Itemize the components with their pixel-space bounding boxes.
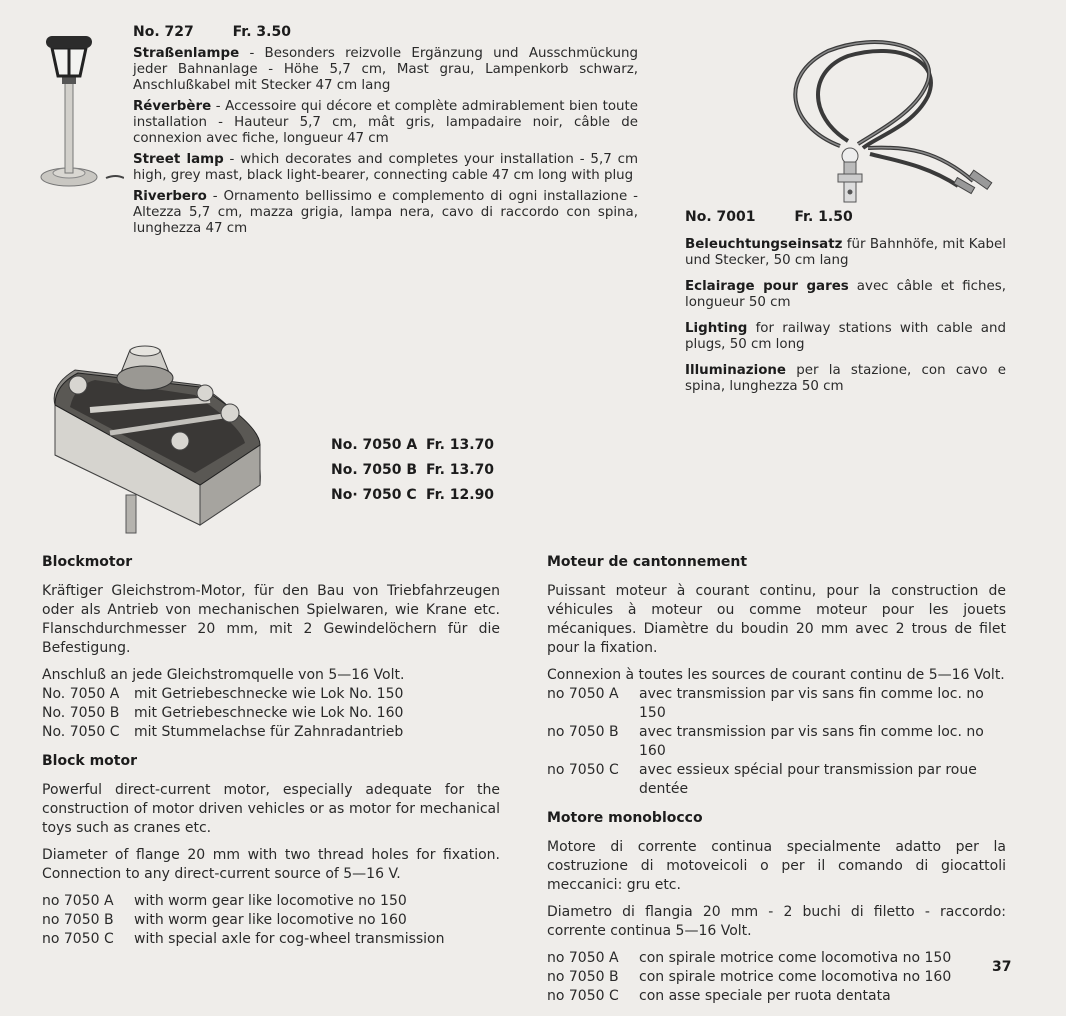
product-price: Fr. 3.50 bbox=[232, 24, 291, 40]
paragraph: Puissant moteur à courant continu, pour la construction de véhicules à moteur ou comme moteur pour les jouets mécaniques. Diamètre du boudin 20 mm avec 2 trous de filet pour la fixation. bbox=[547, 583, 1006, 656]
paragraph: Diameter of flange 20 mm with two thread holes for fixation. Connection to any direct-current source of 5—16 V. bbox=[42, 847, 500, 882]
list-item: no 7050 C with special axle for cog-wheel transmission bbox=[42, 931, 445, 947]
price-row: No. 7050 B Fr. 13.70 bbox=[331, 462, 495, 478]
list-item: no 7050 B with worm gear like locomotive no 160 bbox=[42, 912, 407, 928]
description-it: Illuminazione per la stazione, con cavo e spina, lunghezza 50 cm bbox=[685, 363, 1006, 394]
section-heading-fr: Moteur de cantonnement bbox=[547, 554, 748, 570]
paragraph: Anschluß an jede Gleichstromquelle von 5—16 Volt. bbox=[42, 667, 405, 683]
product-price: Fr. 1.50 bbox=[794, 209, 853, 225]
price-row: No. 7050 A Fr. 13.70 bbox=[331, 437, 495, 453]
list-item: no 7050 B avec transmission par vis sans fin comme loc. no 160 bbox=[547, 724, 984, 759]
block-motor-image bbox=[50, 345, 270, 535]
list-item: no 7050 C con asse speciale per ruota dentata bbox=[547, 988, 891, 1004]
list-item: no 7050 C avec essieux spécial pour transmission par roue dentée bbox=[547, 762, 977, 797]
product-number: No. 727 bbox=[133, 24, 194, 40]
description-fr: Réverbère - Accessoire qui décore et complète admirablement bien toute installation - Hauteur 5,7 cm, mât gris, lampadaire noir, câble de connexion avec fiche, longueur 47 cm bbox=[133, 99, 638, 146]
list-item: no 7050 A con spirale motrice come locomotiva no 150 bbox=[547, 950, 952, 966]
list-item: No. 7050 B mit Getriebeschnecke wie Lok No. 160 bbox=[42, 705, 404, 721]
list-item: no 7050 B con spirale motrice come locomotiva no 160 bbox=[547, 969, 952, 985]
list-item: no 7050 A avec transmission par vis sans fin comme loc. no 150 bbox=[547, 686, 984, 721]
paragraph: Kräftiger Gleichstrom-Motor, für den Bau von Triebfahrzeugen oder als Antrieb von mechanischen Spielwaren, wie Krane etc. Flanschdurchmesser 20 mm, mit 2 Gewindelöchern für die Befestigung. bbox=[42, 583, 500, 656]
description-it: Riverbero - Ornamento bellissimo e complemento di ogni installazione - Altezza 5,7 cm, mazza grigia, lampa nera, cavo di raccordo con spina, lunghezza 47 cm bbox=[133, 189, 638, 236]
section-heading-de: Blockmotor bbox=[42, 554, 133, 570]
section-heading-en: Block motor bbox=[42, 753, 137, 769]
description-en: Street lamp - which decorates and completes your installation - 5,7 cm high, grey mast, black light-bearer, connecting cable 47 cm long with plug bbox=[133, 152, 639, 183]
paragraph: Diametro di flangia 20 mm - 2 buchi di filetto - raccordo: corrente continua 5—16 Volt. bbox=[547, 904, 1006, 939]
description-de: Beleuchtungseinsatz für Bahnhöfe, mit Kabel und Stecker, 50 cm lang bbox=[685, 237, 1006, 268]
product-number: No. 7001 bbox=[685, 209, 756, 225]
paragraph: Motore di corrente continua specialmente adatto per la costruzione di motoveicoli o per il comando di giocattoli meccanici: gru etc. bbox=[547, 839, 1006, 893]
section-heading-it: Motore monoblocco bbox=[547, 810, 703, 826]
description-en: Lighting for railway stations with cable and plugs, 50 cm long bbox=[685, 321, 1006, 352]
street-lamp-image bbox=[36, 28, 124, 190]
price-row: No· 7050 C Fr. 12.90 bbox=[331, 487, 495, 503]
lighting-insert-image bbox=[778, 36, 1008, 204]
paragraph: Connexion à toutes les sources de courant continu de 5—16 Volt. bbox=[547, 667, 1005, 683]
list-item: No. 7050 A mit Getriebeschnecke wie Lok No. 150 bbox=[42, 686, 404, 702]
list-item: no 7050 A with worm gear like locomotive no 150 bbox=[42, 893, 407, 909]
description-fr: Eclairage pour gares avec câble et fiches, longueur 50 cm bbox=[685, 279, 1006, 310]
list-item: No. 7050 C mit Stummelachse für Zahnradantrieb bbox=[42, 724, 404, 740]
page-number: 37 bbox=[992, 959, 1012, 975]
paragraph: Powerful direct-current motor, especially adequate for the construction of motor driven vehicles or as motor for mechanical toys such as cranes etc. bbox=[42, 782, 500, 836]
description-de: Straßenlampe - Besonders reizvolle Ergänzung und Ausschmückung jeder Bahnanlage - Höhe 5,7 cm, Mast grau, Lampenkorb schwarz, Anschlußkabel mit Stecker 47 cm lang bbox=[133, 46, 638, 93]
